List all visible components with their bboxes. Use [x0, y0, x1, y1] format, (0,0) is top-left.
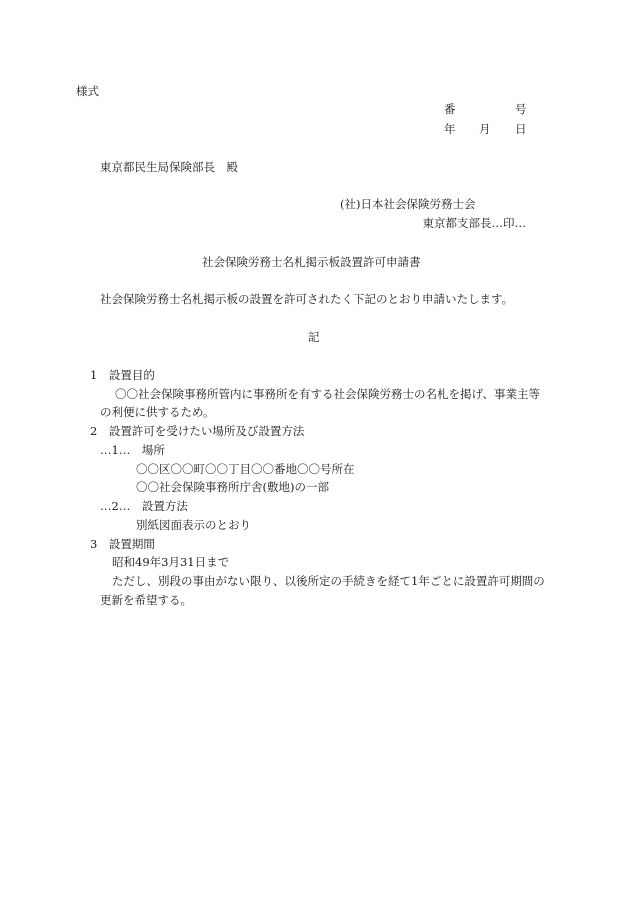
- section-2-sub-2-line-1: 別紙図面表示のとおり: [136, 518, 251, 532]
- section-2-sub-1-line-1: 〇〇区〇〇町〇〇丁目〇〇番地〇〇号所在: [136, 462, 355, 476]
- date-year: 年: [444, 122, 456, 136]
- section-3-line-2: ただし、別段の事由がない限り、以後所定の手続きを経て1年ごとに設置許可期間の: [112, 574, 545, 588]
- section-3-heading: 3 設置期間: [90, 537, 155, 551]
- section-2-heading: 2 設置許可を受けたい場所及び設置方法: [90, 424, 305, 438]
- number-go: 号: [515, 102, 527, 116]
- section-2-sub-1-label: …1… 場所: [100, 443, 165, 457]
- number-ban: 番: [444, 102, 456, 116]
- section-1-line-1: 〇〇社会保険事務所管内に事務所を有する社会保険労務士の名札を掲げ、事業主等: [115, 387, 541, 401]
- date-day: 日: [515, 122, 527, 136]
- section-1-line-2: の利便に供するため。: [100, 405, 215, 419]
- intro-text: 社会保険労務士名札掲示板の設置を許可されたく下記のとおり申請いたします。: [100, 292, 514, 306]
- applicant-branch: 東京都支部長…印…: [422, 216, 526, 230]
- section-3-line-3: 更新を希望する。: [100, 593, 192, 607]
- applicant-org: (社)日本社会保険労務士会: [340, 197, 476, 211]
- addressee: 東京都民生局保険部長 殿: [100, 160, 238, 174]
- section-1-heading: 1 設置目的: [90, 368, 155, 382]
- date-month: 月: [479, 122, 491, 136]
- section-3-line-1: 昭和49年3月31日まで: [112, 555, 230, 569]
- document-title: 社会保険労務士名札掲示板設置許可申請書: [202, 255, 421, 269]
- section-2-sub-1-line-2: 〇〇社会保険事務所庁舎(敷地)の一部: [136, 480, 329, 494]
- form-label: 様式: [76, 84, 99, 98]
- ki-marker: 記: [308, 330, 320, 344]
- section-2-sub-2-label: …2… 設置方法: [100, 499, 188, 513]
